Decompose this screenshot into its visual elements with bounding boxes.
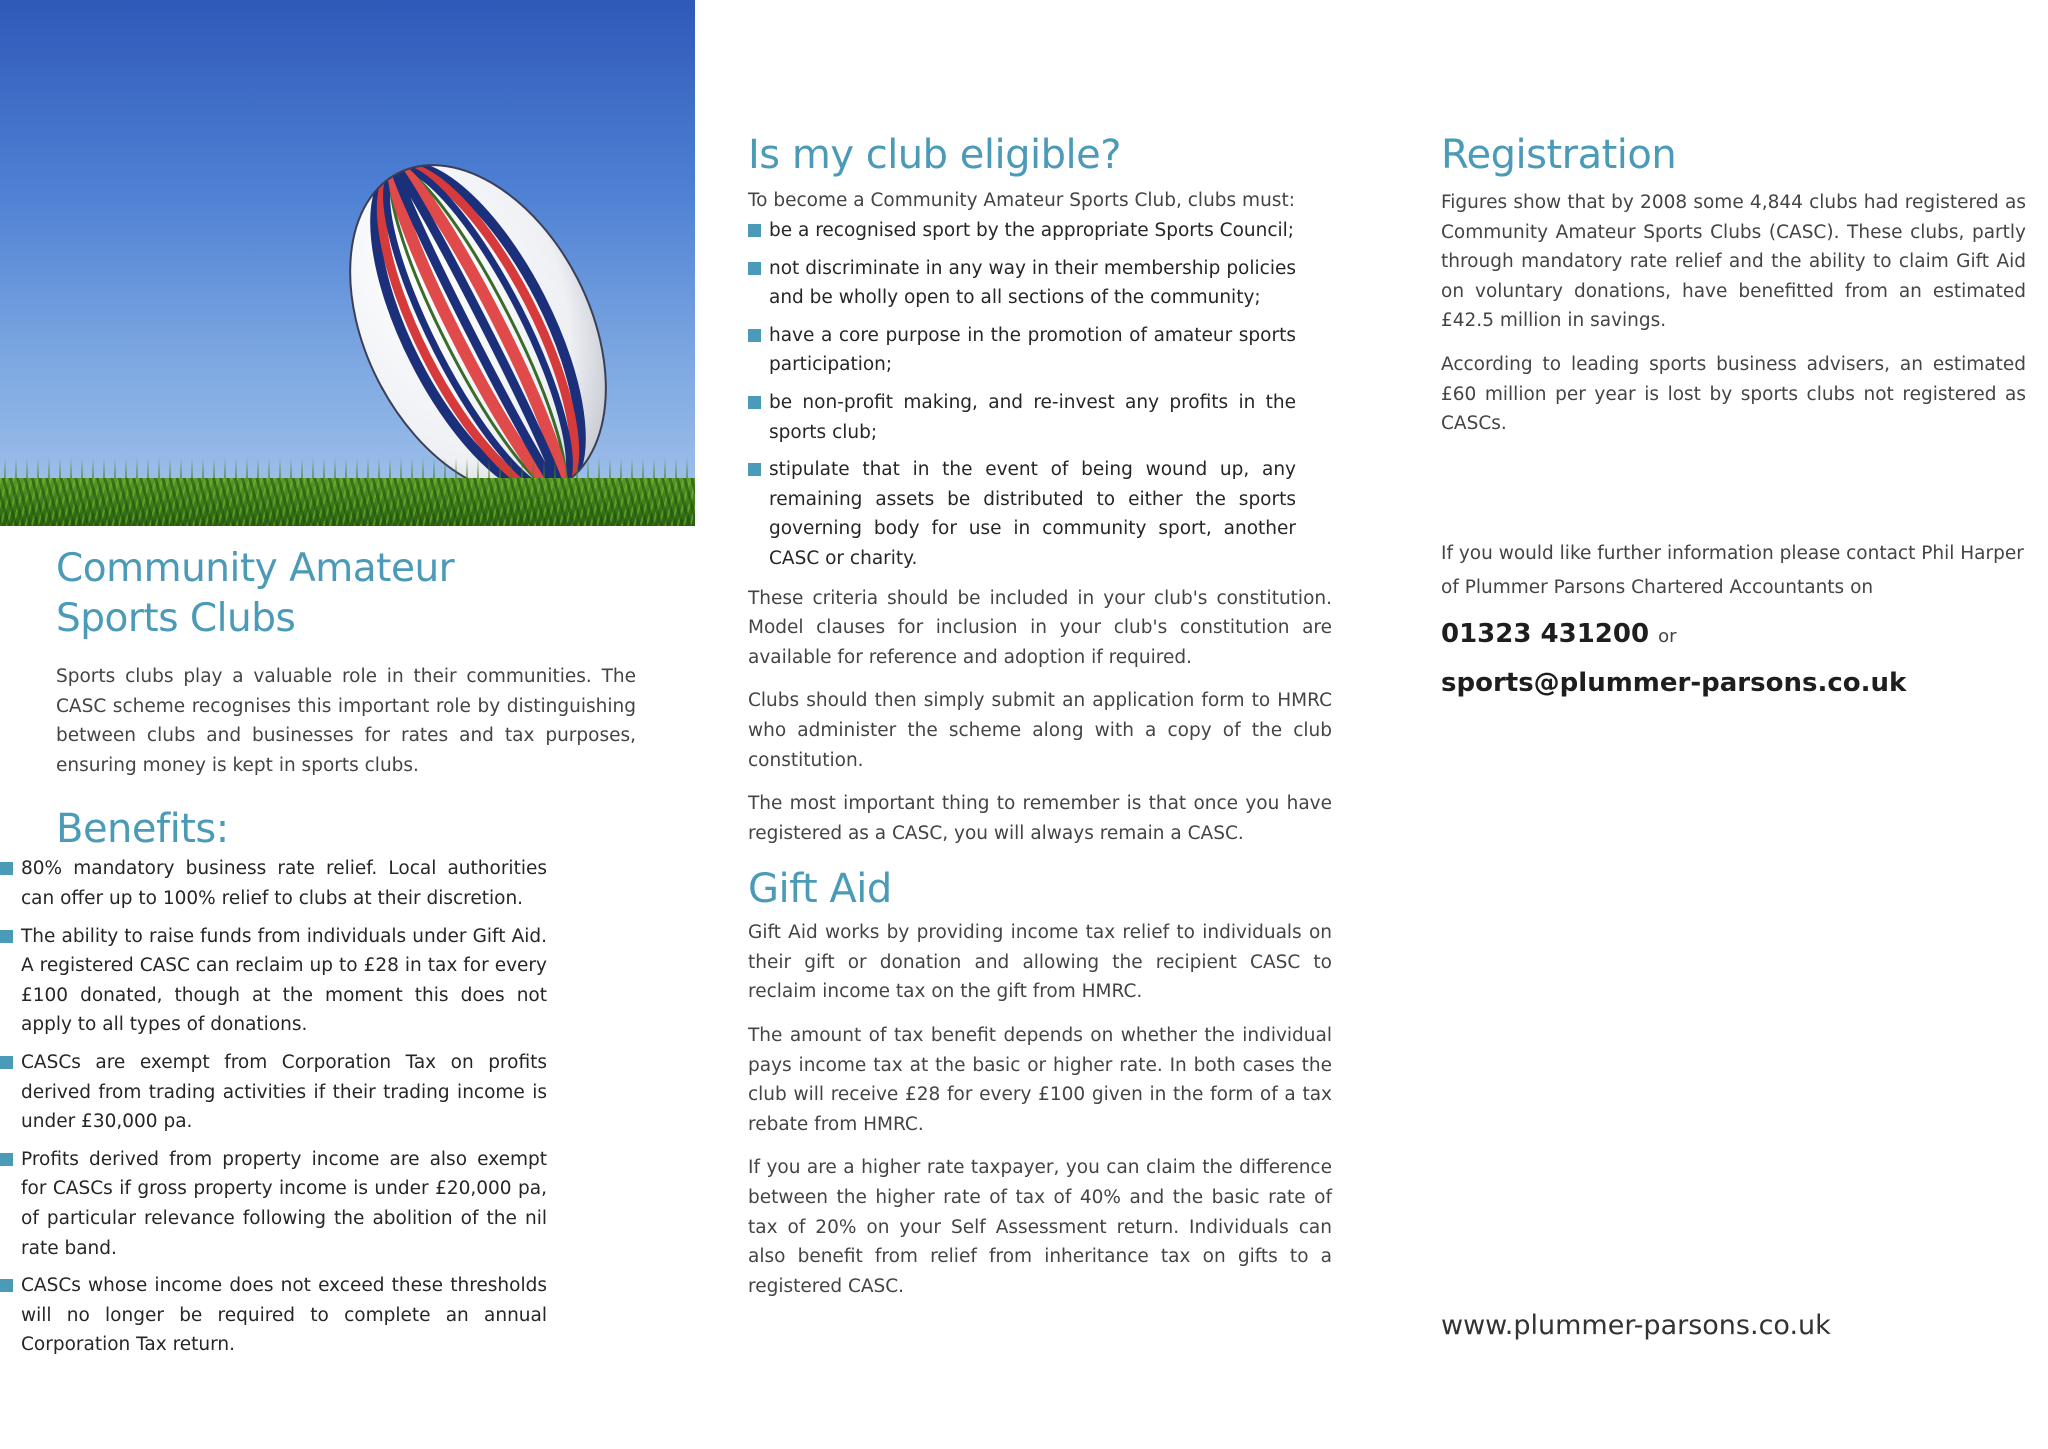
rugby-ball-illustration [0, 0, 695, 526]
list-item: be non-profit making, and re-invest any profits in the sports club; [748, 388, 1296, 447]
square-bullet-icon [0, 1153, 13, 1166]
left-column [0, 0, 695, 1368]
registration-paragraph-1: Figures show that by 2008 some 4,844 clubs had registered as Community Amateur Sports Clubs (CASC). These clubs, partly through mandatory rate relief and the ability to claim Gift Aid on voluntary donations, have benefitted from an estimated £42.5 million in savings. [1441, 192, 2026, 332]
gift-aid-paragraph-1: Gift Aid works by providing income tax relief to individuals on their gift or donation and allowing the recipient CASC to reclaim income tax on the gift from HMRC. [748, 922, 1332, 1003]
list-item: Profits derived from property income are also exempt for CASCs if gross property income is under £20,000 pa, of particular relevance following the abolition of the nil rate band. [0, 1145, 547, 1263]
square-bullet-icon [0, 1056, 13, 1069]
eligibility-intro: To become a Community Amateur Sports Club, clubs must: [748, 190, 1295, 211]
phone-number[interactable]: 01323 431200 [1441, 618, 1650, 649]
website-link[interactable]: www.plummer-parsons.co.uk [1441, 1310, 1831, 1341]
intro-paragraph: Sports clubs play a valuable role in their communities. The CASC scheme recognises this important role by distinguishing between clubs and businesses for rates and tax purposes, ensuring money is kept in sports clubs. [56, 666, 636, 776]
middle-column [748, 0, 1332, 1301]
right-column [1441, 0, 2026, 1341]
eligibility-heading: Is my club eligible? [748, 132, 1121, 178]
square-bullet-icon [0, 862, 13, 875]
list-item: be a recognised sport by the appropriate Sports Council; [748, 216, 1296, 246]
phone-line [1441, 613, 2026, 658]
rugby-ball-photo [0, 0, 695, 526]
square-bullet-icon [0, 1279, 13, 1292]
list-item: The ability to raise funds from individuals under Gift Aid. A registered CASC can reclaim up to £28 in tax for every £100 donated, though at the moment this does not apply to all types of donations. [0, 922, 547, 1040]
constitution-paragraph: These criteria should be included in your club's constitution. Model clauses for inclusion in your club's constitution are available for reference and adoption if required. [748, 587, 1332, 668]
gift-aid-paragraph-3: If you are a higher rate taxpayer, you can claim the difference between the higher rate of tax of 40% and the basic rate of tax of 20% on your Self Assessment return. Individuals can also benefit from relief from inheritance tax on gifts to a registered CASC. [748, 1157, 1332, 1297]
grass [0, 478, 695, 526]
gift-aid-paragraph-2: The amount of tax benefit depends on whether the individual pays income tax at the basic or higher rate. In both cases the club will receive £28 for every £100 given in the form of a tax rebate from HMRC. [748, 1025, 1332, 1135]
list-item: not discriminate in any way in their membership policies and be wholly open to all sections of the community; [748, 254, 1296, 313]
square-bullet-icon [0, 930, 13, 943]
application-paragraph: Clubs should then simply submit an application form to HMRC who administer the scheme along with a copy of the club constitution. [748, 690, 1332, 771]
title-line-2: Sports Clubs [56, 596, 296, 641]
remain-casc-paragraph: The most important thing to remember is that once you have registered as a CASC, you will always remain a CASC. [748, 793, 1332, 844]
benefits-heading: Benefits: [56, 806, 229, 853]
benefits-list [0, 854, 547, 1360]
square-bullet-icon [748, 224, 761, 237]
registration-paragraph-2: According to leading sports business advisers, an estimated £60 million per year is lost by sports clubs not registered as CASCs. [1441, 353, 2026, 435]
gift-aid-heading: Gift Aid [748, 866, 892, 913]
page-title [56, 544, 616, 644]
title-line-1: Community Amateur [56, 546, 455, 591]
eligibility-criteria-list [748, 216, 1296, 574]
list-item: 80% mandatory business rate relief. Local authorities can offer up to 100% relief to clubs at their discretion. [0, 854, 547, 913]
list-item: CASCs are exempt from Corporation Tax on profits derived from trading activities if their trading income is under £30,000 pa. [0, 1048, 547, 1137]
list-item: stipulate that in the event of being wound up, any remaining assets be distributed to either the sports governing body for use in community sport, another CASC or charity. [748, 455, 1296, 573]
email-link[interactable]: sports@plummer-parsons.co.uk [1441, 667, 1907, 698]
list-item: have a core purpose in the promotion of amateur sports participation; [748, 321, 1296, 380]
list-item: CASCs whose income does not exceed these thresholds will no longer be required to complete an annual Corporation Tax return. [0, 1271, 547, 1360]
square-bullet-icon [748, 463, 761, 476]
square-bullet-icon [748, 396, 761, 409]
contact-paragraph: If you would like further information please contact Phil Harper of Plummer Parsons Chartered Accountants on [1441, 542, 2024, 598]
square-bullet-icon [748, 262, 761, 275]
registration-heading: Registration [1441, 132, 1677, 178]
or-text: or [1658, 625, 1677, 647]
square-bullet-icon [748, 329, 761, 342]
